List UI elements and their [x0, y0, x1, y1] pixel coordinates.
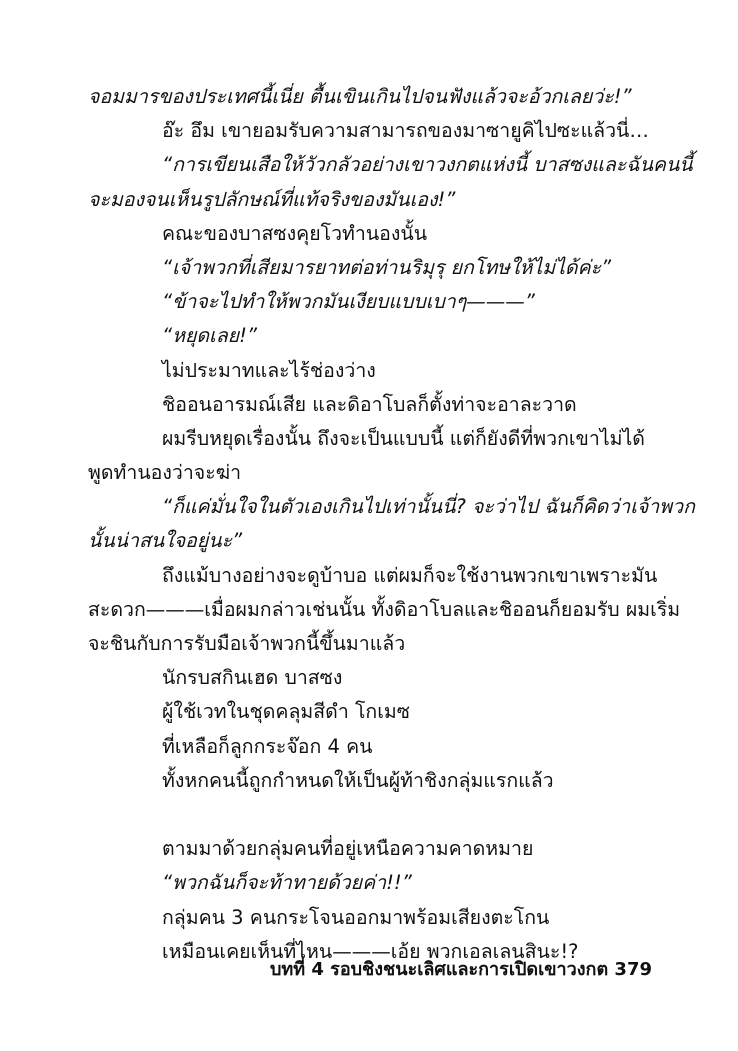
text-line: นักรบสกินเฮด บาสซง: [162, 666, 343, 690]
text-line: เหมือนเคยเห็นที่ไหน———เอ้ย พวกเอลเลนสินะ!?: [162, 939, 579, 963]
text-line: ที่เหลือก็ลูกกระจ๊อก 4 คน: [162, 734, 373, 758]
text-line: สะดวก———เมื่อผมกล่าวเช่นนั้น ทั้งดิอาโบลและชิออนก็ยอมรับ ผมเริ่ม: [88, 597, 681, 621]
text-line: คณะของบาสซงคุยโวทำนองนั้น: [162, 221, 428, 245]
text-line: จะชินกับการรับมือเจ้าพวกนี้ขึ้นมาแล้ว: [88, 632, 406, 655]
text-line: กลุ่มคน 3 คนกระโจนออกมาพร้อมเสียงตะโกน: [162, 905, 550, 929]
text-line: จะมองจนเห็นรูปลักษณ์ที่แท้จริงของมันเอง!”: [88, 187, 456, 211]
text-line: ตามมาด้วยกลุ่มคนที่อยู่เหนือความคาดหมาย: [162, 837, 534, 861]
text-line: “พวกฉันก็จะท้าทายด้วยค่า!!”: [162, 871, 412, 895]
text-line: “ก็แค่มั่นใจในตัวเองเกินไปเท่านั้นนี่? จะว่าไป ฉันก็คิดว่าเจ้าพวก: [162, 495, 695, 519]
text-line: “เจ้าพวกที่เสียมารยาทต่อท่านริมุรุ ยกโทษให้ไม่ได้ค่ะ”: [162, 255, 612, 279]
text-line: “การเขียนเสือให้วัวกลัวอย่างเขาวงกตแห่งนี้ บาสซงและฉันคนนี้: [162, 153, 693, 177]
text-line: ถึงแม้บางอย่างจะดูบ้าบอ แต่ผมก็จะใช้งานพวกเขาเพราะมัน: [162, 563, 658, 587]
text-line: ทั้งหกคนนี้ถูกกำหนดให้เป็นผู้ท้าชิงกลุ่มแรกแล้ว: [162, 768, 554, 792]
text-line: จอมมารของประเทศนี้เนี่ย ตื้นเขินเกินไปจนฟังแล้วจะอ้วกเลยว่ะ!”: [88, 85, 632, 108]
text-line: นั้นน่าสนใจอยู่นะ”: [88, 529, 243, 553]
text-line: ไม่ประมาทและไร้ช่องว่าง: [162, 358, 376, 382]
blank-line: [88, 798, 653, 832]
text-line: “หยุดเลย!”: [162, 324, 258, 348]
page-footer: บทที่ 4 รอบชิงชนะเลิศและการเปิดเขาวงกต 379: [269, 959, 652, 980]
text-line: ผู้ใช้เวทในชุดคลุมสีดำ โกเมซ: [162, 700, 410, 724]
text-line: พูดทำนองว่าจะฆ่า: [88, 461, 242, 485]
text-line: ผมรีบหยุดเรื่องนั้น ถึงจะเป็นแบบนี้ แต่ก็ยังดีที่พวกเขาไม่ได้: [162, 426, 645, 450]
body-text: [88, 80, 695, 969]
text-line: ชิออนอารมณ์เสีย และดิอาโบลก็ตั้งท่าจะอาละวาด: [162, 392, 577, 416]
text-line: “ข้าจะไปทำให้พวกมันเงียบแบบเบาๆ———”: [162, 290, 535, 314]
text-line: อ๊ะ อึม เขายอมรับความสามารถของมาซายูคิไปซะแล้วนี่…: [162, 119, 649, 143]
